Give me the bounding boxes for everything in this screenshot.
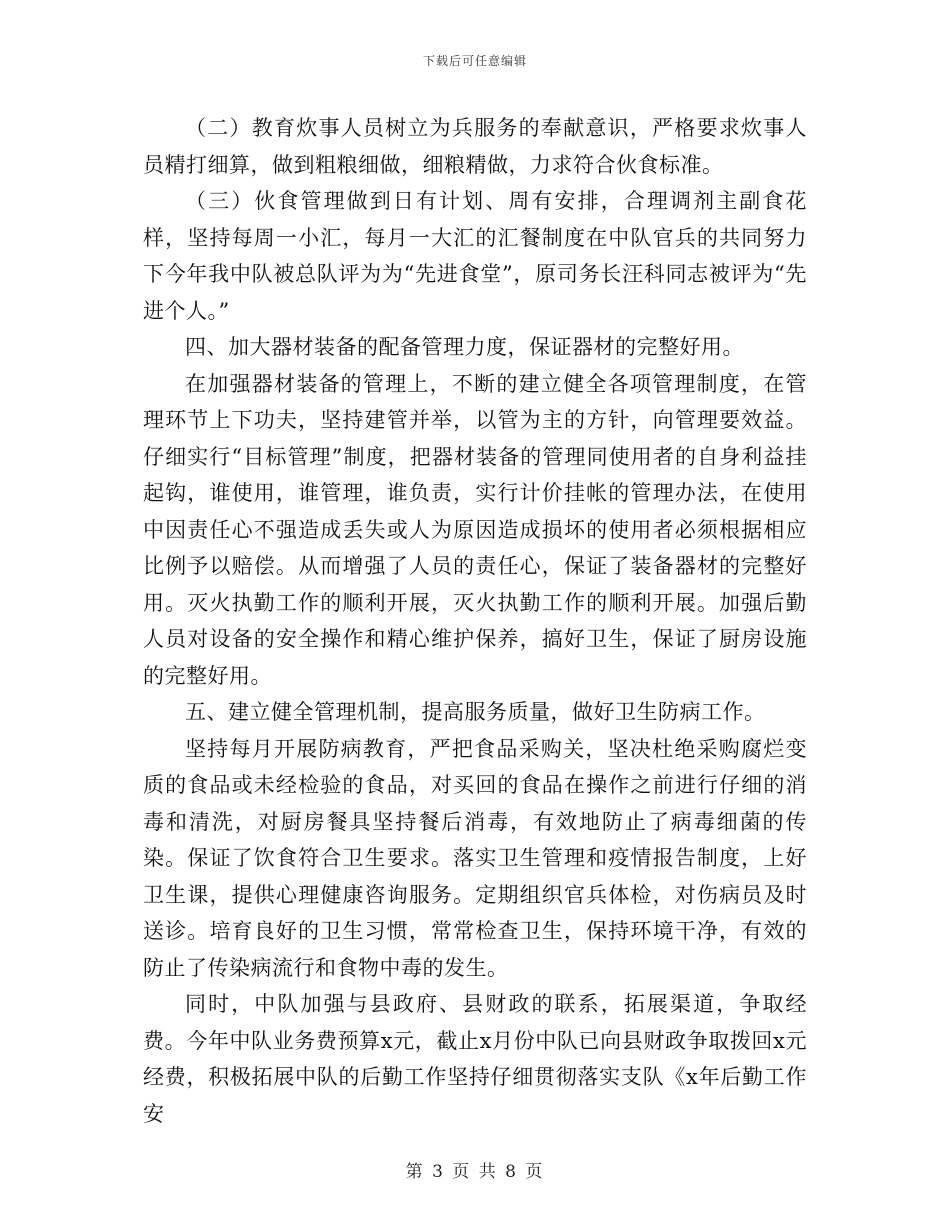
page-number: 第 3 页 共 8 页 xyxy=(405,1162,545,1182)
document-body xyxy=(143,110,807,1132)
paragraph-5: 同时，中队加强与县政府、县财政的联系，拓展渠道，争取经费。今年中队业务费预算x元，截止x月份中队已向县财政争取拨回x元经费，积极拓展中队的后勤工作坚持仔细贯彻落实支队《x年后勤工作安 xyxy=(143,992,807,1126)
section-heading-5: 五、建立健全管理机制，提高服务质量，做好卫生防病工作。 xyxy=(185,700,766,724)
paragraph-1: （二）教育炊事人员树立为兵服务的奉献意识，严格要求炊事人员精打细算，做到粗粮细做，细粮精做，力求符合伙食标准。 xyxy=(143,116,807,177)
paragraph-3: 在加强器材装备的管理上，不断的建立健全各项管理制度，在管理环节上下功夫，坚持建管并举，以管为主的方针，向管理要效益。仔细实行“目标管理”制度，把器材装备的管理同使用者的自身利益挂起钩，谁使用，谁管理，谁负责，实行计价挂帐的管理办法，在使用中因责任心不强造成丢失或人为原因造成损坏的使用者必须根据相应比例予以赔偿。从而增强了人员的责任心，保证了装备器材的完整好用。灭火执勤工作的顺利开展，灭火执勤工作的顺利开展。加强后勤人员对设备的安全操作和精心维护保养，搞好卫生，保证了厨房设施的完整好用。 xyxy=(143,371,807,688)
page-header: 下载后可任意编辑 xyxy=(422,54,527,68)
paragraph-2: （三）伙食管理做到日有计划、周有安排，合理调剂主副食花样，坚持每周一小汇，每月一大汇的汇餐制度在中队官兵的共同努力下今年我中队被总队评为为“先进食堂”，原司务长汪科同志被评为“先进个人。” xyxy=(143,189,807,323)
paragraph-4: 坚持每月开展防病教育，严把食品采购关，坚决杜绝采购腐烂变质的食品或未经检验的食品，对买回的食品在操作之前进行仔细的消毒和清洗，对厨房餐具坚持餐后消毒，有效地防止了病毒细菌的传染。保证了饮食符合卫生要求。落实卫生管理和疫情报告制度，上好卫生课，提供心理健康咨询服务。定期组织官兵体检，对伤病员及时送诊。培育良好的卫生习惯，常常检查卫生，保持环境干净，有效的防止了传染病流行和食物中毒的发生。 xyxy=(143,736,807,980)
section-heading-4: 四、加大器材装备的配备管理力度，保证器材的完整好用。 xyxy=(185,335,744,359)
